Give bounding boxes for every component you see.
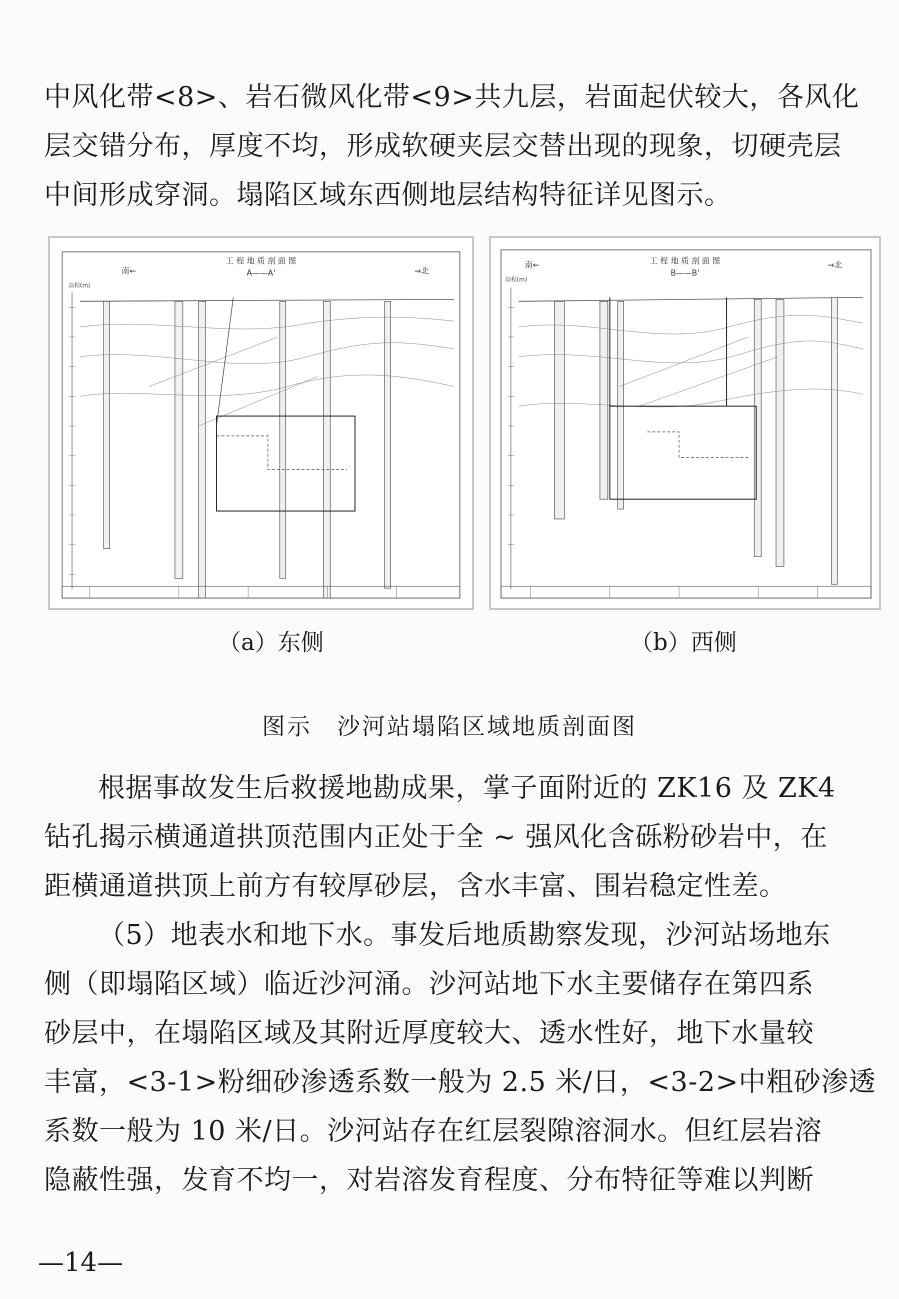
text-line: （5）地表水和地下水。事发后地质勘察发现，沙河站场地东 [98, 920, 831, 951]
section-title: 工 程 地 质 剖 面 图 [649, 256, 721, 266]
section-drawing-b [491, 238, 879, 608]
text-line: 隐蔽性强，发育不均一，对岩溶发育程度、分布特征等难以判断 [44, 1165, 814, 1196]
paragraph-intro [44, 73, 864, 220]
text-line: 侧（即塌陷区域）临近沙河涌。沙河站地下水主要储存在第四系 [44, 969, 814, 1000]
elevation-axis-label: 高程(m) [504, 276, 528, 284]
text-line: 层交错分布，厚度不均，形成软硬夹层交替出现的现象，切硬壳层 [44, 131, 842, 162]
geologic-section-east [48, 236, 474, 610]
direction-north: →北 [414, 266, 429, 276]
caption-east: （a）东侧 [218, 630, 324, 656]
direction-south: 南← [121, 266, 137, 276]
section-title: 工 程 地 质 剖 面 图 [225, 256, 297, 266]
section-code: B——B' [670, 268, 700, 278]
text-line: 中风化带<8>、岩石微风化带<9>共九层，岩面起伏较大，各风化 [44, 82, 860, 113]
text-line: 丰富，<3-1>粉细砂渗透系数一般为 2.5 米/日，<3-2>中粗砂渗透 [44, 1067, 877, 1098]
text-line: 钻孔揭示横通道拱顶范围内正处于全 ~ 强风化含砾粉砂岩中，在 [44, 822, 828, 853]
direction-north: →北 [827, 260, 842, 270]
section-drawing-a [50, 238, 472, 608]
paragraph-survey [44, 764, 864, 911]
text-line: 中间形成穿洞。塌陷区域东西侧地层结构特征详见图示。 [44, 180, 732, 211]
figure-title: 图示 沙河站塌陷区域地质剖面图 [262, 714, 637, 740]
page-number: —14— [38, 1248, 124, 1278]
text-line: 砂层中，在塌陷区域及其附近厚度较大、透水性好，地下水量较 [44, 1018, 814, 1049]
direction-south: 南← [524, 260, 540, 270]
text-line: 根据事故发生后救援地勘成果，掌子面附近的 ZK16 及 ZK4 [98, 773, 836, 804]
elevation-axis-label: 高程(m) [68, 282, 91, 290]
text-line: 系数一般为 10 米/日。沙河站存在红层裂隙溶洞水。但红层岩溶 [44, 1116, 823, 1147]
caption-west: （b）西侧 [630, 630, 737, 656]
text-line: 距横通道拱顶上前方有较厚砂层，含水丰富、围岩稳定性差。 [44, 871, 787, 902]
section-code: A——A' [246, 268, 276, 278]
paragraph-groundwater [44, 911, 877, 1205]
geologic-section-west [489, 236, 881, 610]
